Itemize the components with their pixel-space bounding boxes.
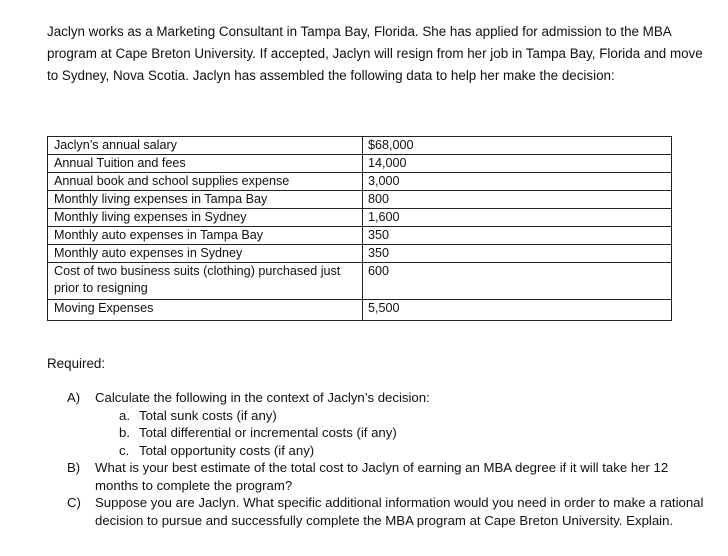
table-row (48, 263, 672, 300)
subquestion-item (119, 424, 707, 442)
row-label: Jaclyn’s annual salary (48, 137, 363, 155)
question-b (67, 459, 707, 494)
row-label: Monthly living expenses in Tampa Bay (48, 191, 363, 209)
row-value: 14,000 (363, 155, 672, 173)
subquestion-item (119, 442, 707, 460)
table-row (48, 173, 672, 191)
row-label: Cost of two business suits (clothing) purchased just prior to resigning (48, 263, 363, 300)
required-heading: Required: (47, 356, 106, 371)
subquestion-item (119, 407, 707, 425)
subquestion-list (95, 407, 707, 460)
table-row (48, 191, 672, 209)
question-list (67, 389, 707, 529)
question-text: Calculate the following in the context of Jaclyn’s decision: (95, 390, 430, 405)
question-marker: B) (67, 460, 81, 475)
row-value: 350 (363, 245, 672, 263)
row-value: 600 (363, 263, 672, 300)
table-row (48, 245, 672, 263)
table-row (48, 300, 672, 321)
question-marker: C) (67, 495, 81, 510)
row-label: Annual book and school supplies expense (48, 173, 363, 191)
question-marker: A) (67, 390, 81, 405)
row-value: 3,000 (363, 173, 672, 191)
row-value: $68,000 (363, 137, 672, 155)
subquestion-text: Total differential or incremental costs (if any) (139, 425, 397, 440)
row-label: Monthly living expenses in Sydney (48, 209, 363, 227)
subquestion-text: Total sunk costs (if any) (139, 407, 277, 423)
table-row (48, 137, 672, 155)
table-row (48, 227, 672, 245)
subquestion-marker: c. (119, 442, 130, 458)
cost-data-table (47, 136, 672, 321)
question-c (67, 494, 707, 529)
question-a (67, 389, 707, 459)
subquestion-text: Total opportunity costs (if any) (139, 442, 315, 458)
table-row (48, 209, 672, 227)
subquestion-marker: a. (119, 407, 130, 423)
intro-paragraph: Jaclyn works as a Marketing Consultant in Tampa Bay, Florida. She has applied for admission to the MBA program at Cape Breton University. If accepted, Jaclyn will resign from her job in Tampa Bay, Florida and move to Sydney, Nova Scotia. Jaclyn has assembled the following data to help her make the decision: (47, 24, 703, 83)
row-value: 1,600 (363, 209, 672, 227)
row-value: 350 (363, 227, 672, 245)
table-row (48, 155, 672, 173)
row-value: 800 (363, 191, 672, 209)
row-label: Moving Expenses (48, 300, 363, 321)
row-label: Monthly auto expenses in Sydney (48, 245, 363, 263)
row-value: 5,500 (363, 300, 672, 321)
row-label: Annual Tuition and fees (48, 155, 363, 173)
question-text: What is your best estimate of the total cost to Jaclyn of earning an MBA degree if it will take her 12 months to complete the program? (95, 460, 669, 493)
row-label: Monthly auto expenses in Tampa Bay (48, 227, 363, 245)
subquestion-marker: b. (119, 425, 130, 440)
question-text: Suppose you are Jaclyn. What specific additional information would you need in order to make a rational decision to pursue and successfully complete the MBA program at Cape Breton University. Explain. (95, 495, 704, 528)
